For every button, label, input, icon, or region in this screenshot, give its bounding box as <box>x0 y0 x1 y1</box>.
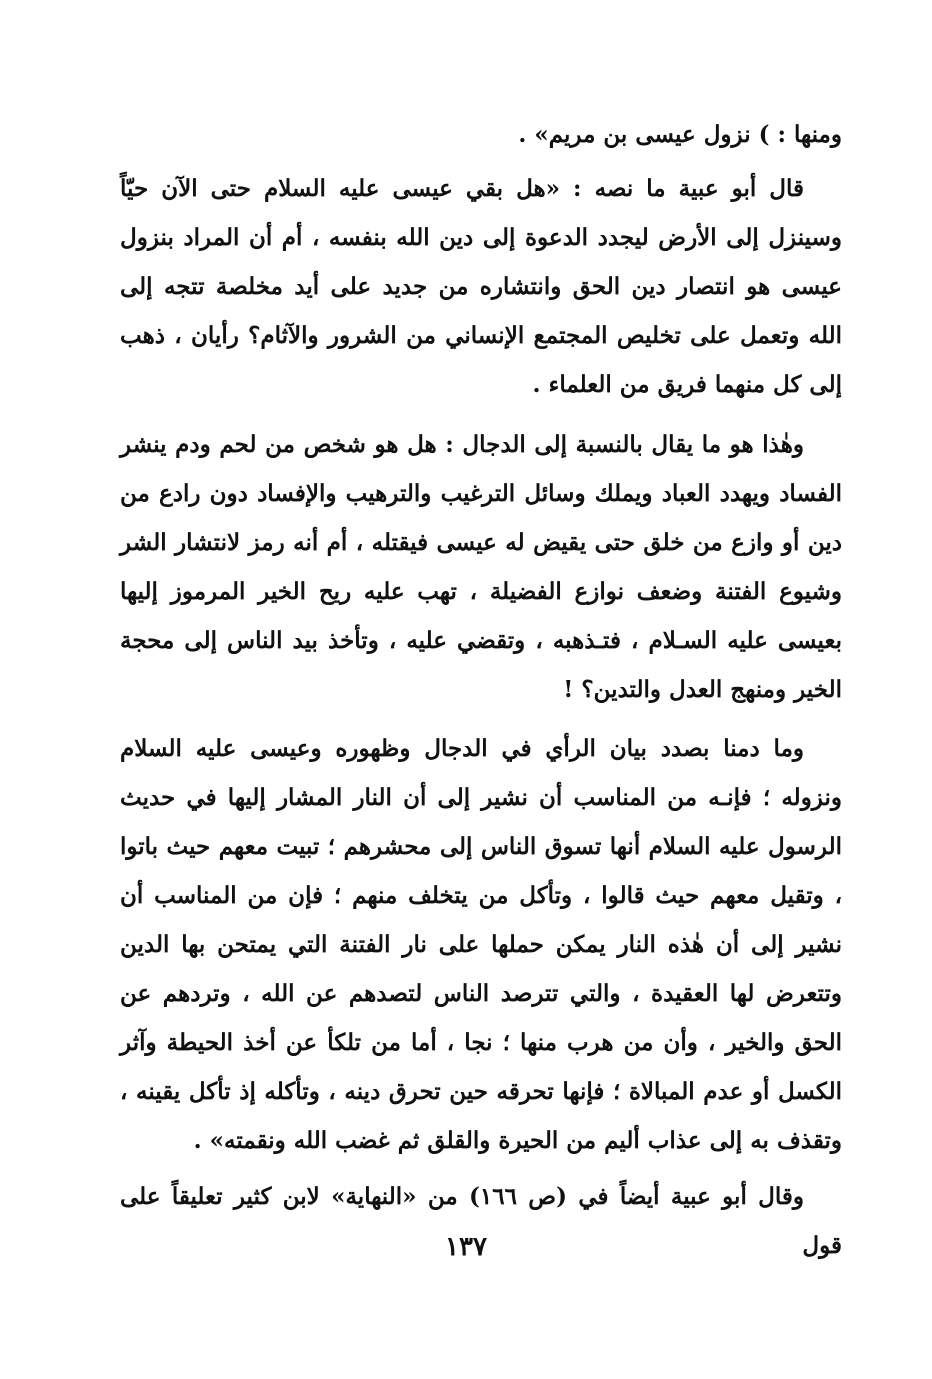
paragraph-3: وهٰذا هو ما يقال بالنسبة إلى الدجال : هل هو شخص من لحم ودم ينشر الفساد ويهدد العباد ويملك وسائل الترغيب والترهيب والإفساد دون رادع من دين أو وازع من خلق حتى يقيض له عيسى فيقتله ، أم أنه رمز لانتشار الشر وشيوع الفتنة وضعف نوازع الفضيلة ، تهب عليه ريح الخير المرموز إليها بعيسى عليه السـلام ، فتـذهبه ، وتقضي عليه ، وتأخذ بيد الناس إلى محجة الخير ومنهج العدل والتدين؟ ! <box>120 431 842 703</box>
paragraph-4: وما دمنا بصدد بيان الرأي في الدجال وظهوره وعيسى عليه السلام ونزوله ؛ فإنـه من المناسب أن نشير إلى أن النار المشار إليها في حديث الرسول عليه السلام أنها تسوق الناس إلى محشرهم ؛ تبيت معهم حيث باتوا ، وتقيل معهم حيث قالوا ، وتأكل من يتخلف منهم ؛ فإن من المناسب أن نشير إلى أن هٰذه النار يمكن حملها على نار الفتنة التي يمتحن بها الدين وتتعرض لها العقيدة ، والتي تترصد الناس لتصدهم عن الله ، وتردهم عن الحق والخير ، وأن من هرب منها ؛ نجا ، أما من تلكأ عن أخذ الحيطة وآثر الكسل أو عدم المبالاة ؛ فإنها تحرقه حين تحرق دينه ، وتأكله إذ تأكل يقينه ، وتقذف به إلى عذاب أليم من الحيرة والقلق ثم غضب الله ونقمته» . <box>120 735 843 1154</box>
paragraph-5: وقال أبو عبية أيضاً في (ص ١٦٦) من «النهاية» لابن كثير تعليقاً على قول <box>120 1183 842 1259</box>
page-number: ١٣٧ <box>445 1232 487 1262</box>
paragraph-2: قال أبو عبية ما نصه : «هل بقي عيسى عليه السلام حتى الآن حيّاً وسينزل إلى الأرض ليجدد الدعوة إلى دين الله بنفسه ، أم أن المراد بنزول عيسى هو انتصار دين الحق وانتشاره من جديد على أيد مخلصة تتجه إلى الله وتعمل على تخليص المجتمع الإنساني من الشرور والآثام؟ رأيان ، ذهب إلى كل منهما فريق من العلماء . <box>120 175 842 398</box>
paragraph-1: ومنها : ) نزول عيسى بن مريم» . <box>518 121 842 148</box>
